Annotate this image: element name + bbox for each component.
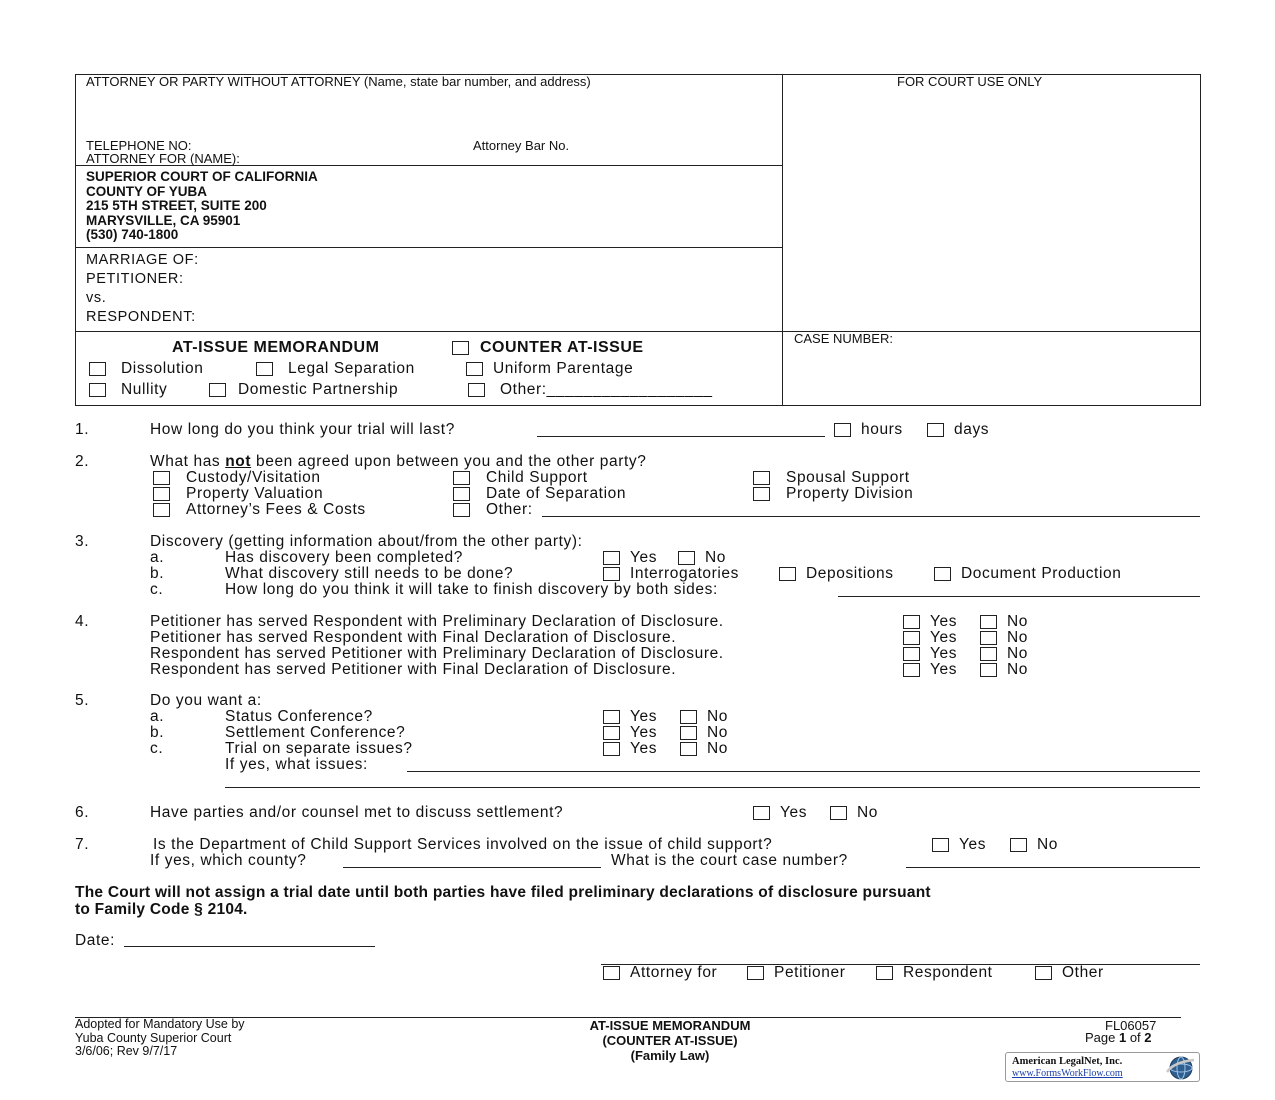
q6-number: 6. bbox=[75, 804, 90, 821]
q4-yes-label: Yes bbox=[930, 645, 958, 662]
page-mid: of bbox=[1126, 1030, 1145, 1045]
footer-adopted-line: Adopted for Mandatory Use by bbox=[75, 1017, 245, 1031]
telephone-label: TELEPHONE NO: bbox=[86, 138, 192, 153]
q4-yes-label: Yes bbox=[930, 613, 958, 630]
domestic-partnership-label: Domestic Partnership bbox=[238, 381, 399, 398]
footer-title bbox=[520, 1018, 820, 1063]
sig-petitioner-label: Petitioner bbox=[774, 964, 846, 981]
discovery-time-field[interactable] bbox=[838, 596, 1200, 597]
footer-title-line: AT-ISSUE MEMORANDUM bbox=[589, 1018, 751, 1033]
q4-line: Respondent has served Petitioner with Final Declaration of Disclosure. bbox=[150, 661, 677, 678]
q4-no-label: No bbox=[1007, 645, 1029, 662]
q4-line4-no-checkbox[interactable] bbox=[980, 663, 997, 677]
q5-text: Do you want a: bbox=[150, 692, 262, 709]
q4-line2-no-checkbox[interactable] bbox=[980, 631, 997, 645]
property-valuation-checkbox[interactable] bbox=[153, 487, 170, 501]
q5c-text: Trial on separate issues? bbox=[225, 740, 413, 757]
date-of-separation-checkbox[interactable] bbox=[453, 487, 470, 501]
q3a-no-label: No bbox=[705, 549, 727, 566]
uniform-parentage-label: Uniform Parentage bbox=[493, 360, 634, 377]
page-prefix: Page bbox=[1085, 1030, 1119, 1045]
q2-other-checkbox[interactable] bbox=[453, 503, 470, 517]
q4-line4-yes-checkbox[interactable] bbox=[903, 663, 920, 677]
nullity-label: Nullity bbox=[121, 381, 168, 398]
q2-text-not: not bbox=[225, 453, 252, 470]
court-case-number-field[interactable] bbox=[906, 867, 1200, 868]
q5-yes-label: Yes bbox=[630, 708, 658, 725]
depositions-label: Depositions bbox=[806, 565, 894, 582]
q5a-letter: a. bbox=[150, 708, 165, 725]
court-use-label: FOR COURT USE ONLY bbox=[897, 74, 1043, 89]
other-type-checkbox[interactable] bbox=[468, 383, 485, 397]
q7-yes-label: Yes bbox=[959, 836, 987, 853]
child-support-checkbox[interactable] bbox=[453, 471, 470, 485]
date-label: Date: bbox=[75, 932, 116, 949]
page-indicator bbox=[1085, 1030, 1152, 1045]
notice-line: The Court will not assign a trial date until both parties have filed preliminary declarations of disclosure pursuant bbox=[75, 884, 931, 901]
q3-number: 3. bbox=[75, 533, 90, 550]
other-type-field[interactable]: Other:__________________ bbox=[500, 381, 713, 398]
q4-line2-yes-checkbox[interactable] bbox=[903, 631, 920, 645]
q3b-letter: b. bbox=[150, 565, 165, 582]
q7-text: Is the Department of Child Support Services involved on the issue of child support? bbox=[153, 836, 773, 853]
page-current: 1 bbox=[1118, 1030, 1127, 1045]
q1-number: 1. bbox=[75, 421, 90, 438]
q5-number: 5. bbox=[75, 692, 90, 709]
hours-label: hours bbox=[861, 421, 903, 438]
q4-line3-yes-checkbox[interactable] bbox=[903, 647, 920, 661]
interrogatories-checkbox[interactable] bbox=[603, 567, 620, 581]
court-line: 215 5TH STREET, SUITE 200 bbox=[86, 198, 267, 214]
q3b-text: What discovery still needs to be done? bbox=[225, 565, 514, 582]
page-total: 2 bbox=[1144, 1030, 1152, 1045]
dcss-yes-checkbox[interactable] bbox=[932, 838, 949, 852]
county-label: If yes, which county? bbox=[150, 852, 307, 869]
q2-number: 2. bbox=[75, 453, 90, 470]
q6-no-label: No bbox=[857, 804, 879, 821]
dcss-no-checkbox[interactable] bbox=[1010, 838, 1027, 852]
days-label: days bbox=[954, 421, 990, 438]
issues-field[interactable] bbox=[407, 771, 1200, 772]
q3a-text: Has discovery been completed? bbox=[225, 549, 463, 566]
uniform-parentage-checkbox[interactable] bbox=[466, 362, 483, 376]
footer-adopted-line: Yuba County Superior Court bbox=[75, 1030, 232, 1045]
q4-line: Respondent has served Petitioner with Preliminary Declaration of Disclosure. bbox=[150, 645, 724, 662]
q4-no-label: No bbox=[1007, 613, 1029, 630]
at-issue-title: AT-ISSUE MEMORANDUM bbox=[172, 339, 380, 356]
globe-icon bbox=[1164, 1054, 1196, 1081]
q5a-text: Status Conference? bbox=[225, 708, 373, 725]
sig-respondent-checkbox[interactable] bbox=[876, 966, 893, 980]
court-line: COUNTY OF YUBA bbox=[86, 183, 208, 199]
depositions-checkbox[interactable] bbox=[779, 567, 796, 581]
attorney-fees-label: Attorney’s Fees & Costs bbox=[186, 501, 366, 518]
q5b-text: Settlement Conference? bbox=[225, 724, 406, 741]
custody-checkbox[interactable] bbox=[153, 471, 170, 485]
separate-issues-yes-checkbox[interactable] bbox=[603, 742, 620, 756]
custody-label: Custody/Visitation bbox=[186, 469, 321, 486]
american-legalnet-logo[interactable] bbox=[1005, 1052, 1200, 1082]
date-of-separation-label: Date of Separation bbox=[486, 485, 627, 502]
hours-checkbox[interactable] bbox=[834, 423, 851, 437]
q4-line1-yes-checkbox[interactable] bbox=[903, 615, 920, 629]
q3-text: Discovery (getting information about/from the other party): bbox=[150, 533, 583, 550]
spousal-support-label: Spousal Support bbox=[786, 469, 910, 486]
settlement-met-yes-checkbox[interactable] bbox=[753, 806, 770, 820]
interrogatories-label: Interrogatories bbox=[630, 565, 739, 582]
q6-yes-label: Yes bbox=[780, 804, 808, 821]
q4-line: Petitioner has served Respondent with Final Declaration of Disclosure. bbox=[150, 629, 677, 646]
sig-petitioner-checkbox[interactable] bbox=[747, 966, 764, 980]
q7-number: 7. bbox=[75, 836, 90, 853]
q7-no-label: No bbox=[1037, 836, 1059, 853]
vs-label: vs. bbox=[86, 290, 107, 306]
court-case-number-label: What is the court case number? bbox=[611, 852, 848, 869]
settlement-met-no-checkbox[interactable] bbox=[830, 806, 847, 820]
q3a-letter: a. bbox=[150, 549, 165, 566]
court-line: (530) 740-1800 bbox=[86, 227, 179, 243]
document-production-checkbox[interactable] bbox=[934, 567, 951, 581]
respondent-label: RESPONDENT: bbox=[86, 309, 196, 325]
court-line: SUPERIOR COURT OF CALIFORNIA bbox=[86, 169, 318, 184]
q4-yes-label: Yes bbox=[930, 661, 958, 678]
logo-name: American LegalNet, Inc. bbox=[1012, 1056, 1123, 1067]
sig-respondent-label: Respondent bbox=[903, 964, 993, 981]
date-field[interactable] bbox=[124, 946, 375, 947]
court-line: MARYSVILLE, CA 95901 bbox=[86, 212, 241, 228]
footer-adopted bbox=[75, 1018, 245, 1059]
q5-no-label: No bbox=[707, 740, 729, 757]
form-number: FL06057 bbox=[1105, 1018, 1157, 1033]
q5c-letter: c. bbox=[150, 740, 164, 757]
case-number-label: CASE NUMBER: bbox=[794, 331, 893, 346]
q4-line3-no-checkbox[interactable] bbox=[980, 647, 997, 661]
court-address bbox=[86, 170, 318, 243]
q6-text: Have parties and/or counsel met to discuss settlement? bbox=[150, 804, 564, 821]
q3a-no-checkbox[interactable] bbox=[678, 551, 695, 565]
q2-text-before: What has bbox=[150, 453, 226, 470]
dissolution-label: Dissolution bbox=[121, 360, 204, 377]
q1-text: How long do you think your trial will last? bbox=[150, 421, 455, 438]
attorney-for-label: Attorney for bbox=[630, 964, 718, 981]
trial-length-field[interactable] bbox=[537, 436, 825, 437]
q3c-letter: c. bbox=[150, 581, 164, 598]
property-division-checkbox[interactable] bbox=[753, 487, 770, 501]
nullity-checkbox[interactable] bbox=[89, 383, 106, 397]
county-field[interactable] bbox=[343, 867, 601, 868]
child-support-label: Child Support bbox=[486, 469, 588, 486]
attorney-for-checkbox[interactable] bbox=[603, 966, 620, 980]
q3a-yes-checkbox[interactable] bbox=[603, 551, 620, 565]
spousal-support-checkbox[interactable] bbox=[753, 471, 770, 485]
notice-line: to Family Code § 2104. bbox=[75, 901, 248, 918]
q5-yes-label: Yes bbox=[630, 740, 658, 757]
q5-no-label: No bbox=[707, 724, 729, 741]
separate-issues-no-checkbox[interactable] bbox=[680, 742, 697, 756]
domestic-partnership-checkbox[interactable] bbox=[209, 383, 226, 397]
attorney-fees-checkbox[interactable] bbox=[153, 503, 170, 517]
issues-field-line2[interactable] bbox=[225, 787, 1200, 788]
counter-at-issue-title: COUNTER AT-ISSUE bbox=[480, 339, 644, 356]
q2-other-label: Other: bbox=[486, 501, 533, 518]
q4-line1-no-checkbox[interactable] bbox=[980, 615, 997, 629]
petitioner-label: PETITIONER: bbox=[86, 271, 184, 287]
sig-other-label: Other bbox=[1062, 964, 1104, 981]
q4-no-label: No bbox=[1007, 629, 1029, 646]
if-yes-issues-label: If yes, what issues: bbox=[225, 756, 368, 773]
property-valuation-label: Property Valuation bbox=[186, 485, 324, 502]
q4-number: 4. bbox=[75, 613, 90, 630]
q3a-yes-label: Yes bbox=[630, 549, 658, 566]
settlement-conference-yes-checkbox[interactable] bbox=[603, 726, 620, 740]
q2-text-after: been agreed upon between you and the other party? bbox=[251, 453, 647, 470]
footer-title-line: (COUNTER AT-ISSUE) bbox=[602, 1033, 738, 1048]
q4-yes-label: Yes bbox=[930, 629, 958, 646]
status-conference-no-checkbox[interactable] bbox=[680, 710, 697, 724]
attorney-bar-label: Attorney Bar No. bbox=[473, 138, 570, 153]
settlement-conference-no-checkbox[interactable] bbox=[680, 726, 697, 740]
q5-no-label: No bbox=[707, 708, 729, 725]
marriage-of-label: MARRIAGE OF: bbox=[86, 252, 199, 268]
sig-other-checkbox[interactable] bbox=[1035, 966, 1052, 980]
legal-separation-label: Legal Separation bbox=[288, 360, 415, 377]
legal-separation-checkbox[interactable] bbox=[256, 362, 273, 376]
q5b-letter: b. bbox=[150, 724, 165, 741]
dissolution-checkbox[interactable] bbox=[89, 362, 106, 376]
q4-no-label: No bbox=[1007, 661, 1029, 678]
q4-line: Petitioner has served Respondent with Preliminary Declaration of Disclosure. bbox=[150, 613, 724, 630]
attorney-for-label: ATTORNEY FOR (NAME): bbox=[86, 151, 240, 166]
days-checkbox[interactable] bbox=[927, 423, 944, 437]
footer-title-line: (Family Law) bbox=[630, 1048, 710, 1063]
footer-adopted-line: 3/6/06; Rev 9/7/17 bbox=[75, 1044, 178, 1058]
q2-other-field[interactable] bbox=[542, 516, 1200, 517]
document-production-label: Document Production bbox=[961, 565, 1122, 582]
q5-yes-label: Yes bbox=[630, 724, 658, 741]
property-division-label: Property Division bbox=[786, 485, 914, 502]
counter-at-issue-checkbox[interactable] bbox=[452, 341, 469, 355]
attorney-label: ATTORNEY OR PARTY WITHOUT ATTORNEY (Name, state bar number, and address) bbox=[86, 74, 591, 89]
status-conference-yes-checkbox[interactable] bbox=[603, 710, 620, 724]
q3c-text: How long do you think it will take to finish discovery by both sides: bbox=[225, 581, 718, 598]
logo-url[interactable]: www.FormsWorkFlow.com bbox=[1012, 1068, 1123, 1079]
